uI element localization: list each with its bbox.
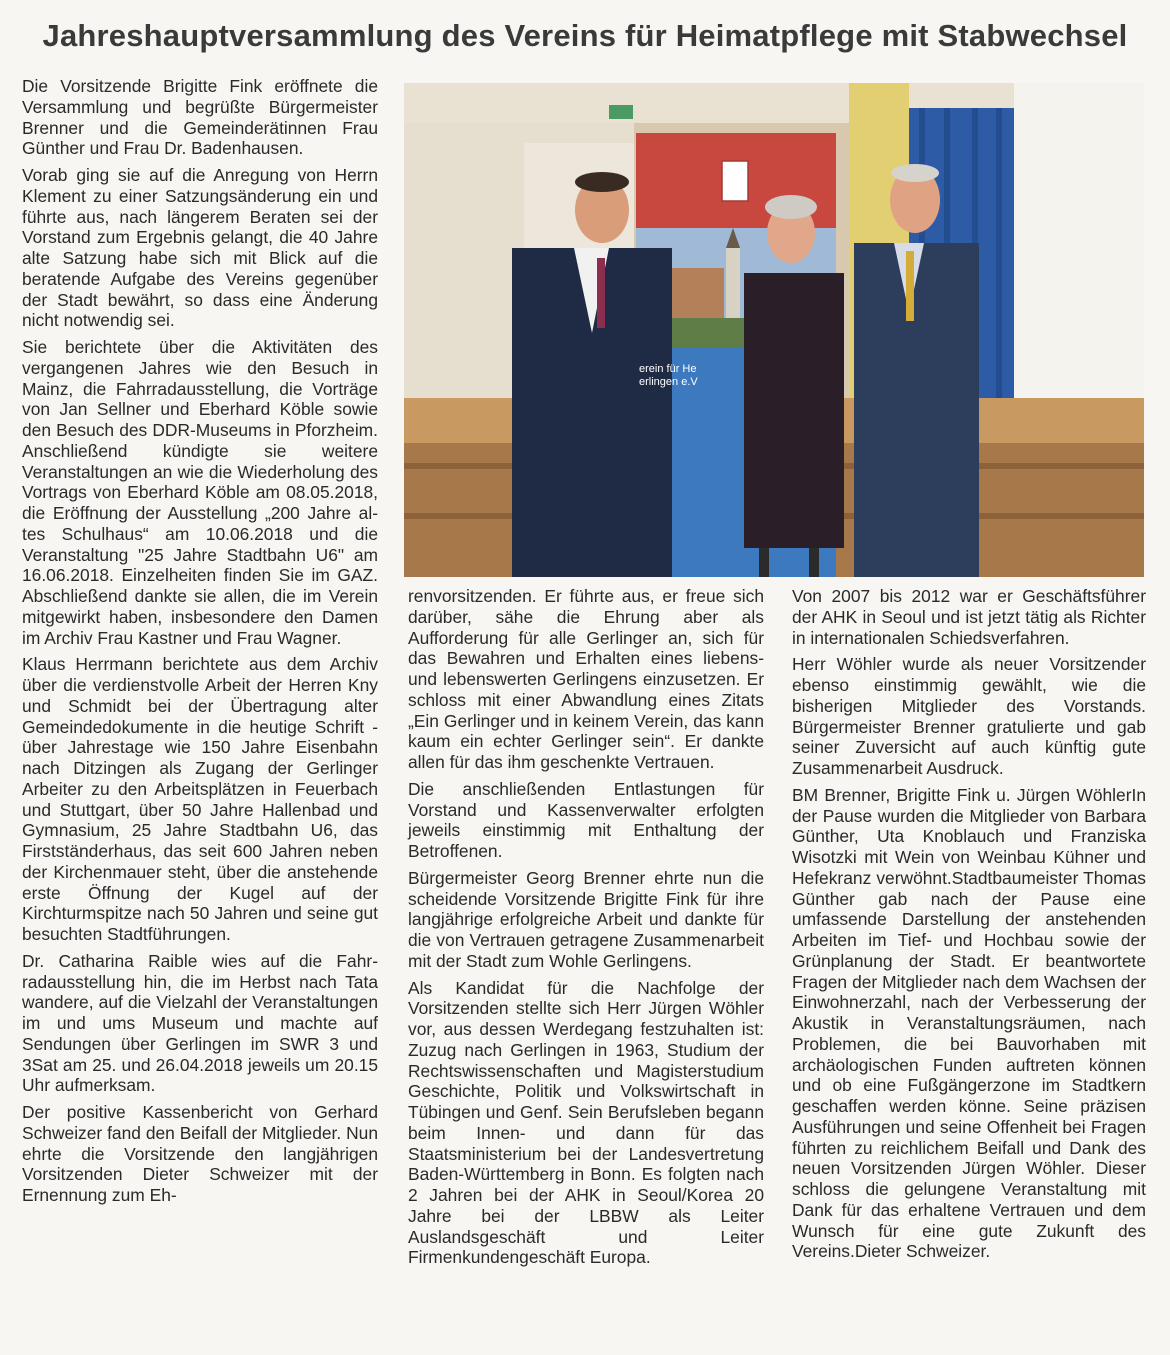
- text-column-2: [408, 586, 764, 1274]
- paragraph: Sie berichtete über die Aktivitäten des vergangenen Jahres wie den Besuch in Mainz, die Fahrradausstellung, die Vorträge von Jan Sellner und Eberhard Köble sowie den Besuch des DDR-Museums in Pforzheim. Anschließend kündigte sie weitere Veranstaltungen an wie die Wiederholung des Vortrags von Eberhard Köble am 08.05.2018, die Eröffnung der Ausstellung „200 Jahre altes Schulhaus“ am 10.06.2018 und die Veranstaltung "25 Jahre Stadtbahn U6" am 16.06.2018. Einzelheiten finden Sie im GAZ. Abschließend dankte sie allen, die im Verein mitgewirkt haben, insbesondere den Damen im Archiv Frau Kastner und Frau Wagner.: [22, 337, 378, 648]
- paragraph: Die anschließenden Entlastungen für Vorstand und Kassenverwalter erfolgten jeweils einstimmig mit Enthaltung der Betroffenen.: [408, 778, 764, 861]
- text-column-3: [792, 586, 1146, 1268]
- paragraph: BM Brenner, Brigitte Fink u. Jürgen WöhlerIn der Pause wurden die Mitglieder von Barbara Günther, Uta Knoblauch und Franziska Wisotzki mit Wein von Weinbau Kühner und Hefekranz verwöhnt.Stadtbaumeister Thomas Günther gab nach der Pause eine umfassende Darstellung der anstehenden Arbeiten im Tief- und Hochbau sowie der Grünplanung der Stadt. Er beantwortete Fragen der Mitglieder nach dem Wachsen der Einwohnerzahl, nach der Verbesserung der Akustik in Veranstaltungsräumen, nach Problemen, die bei Bauvorhaben mit archäologischen Funden auftreten können und ob eine Fußgängerzone im Stadtkern geschaffen werden könne. Seine präzisen Ausführungen und seine Offenheit bei Fragen führten zu reichlichem Beifall und Dank des neuen Vorsitzenden Jürgen Wöhler. Dieser schloss die gelungene Veranstaltung mit Dank für das erhaltene Vertrauen und dem Wunsch für eine gute Zukunft des Vereins.Dieter Schweizer.: [792, 784, 1146, 1262]
- banner-line: erlingen e.V: [639, 376, 698, 388]
- article-photo: [404, 83, 1144, 577]
- paragraph: Klaus Herrmann berichtete aus dem Archiv über die verdienstvolle Arbeit der Herren Kny und Schmidt bei der Übertragung alter Gemeindedokumente in die heutige Schrift - über Jahrestage wie 150 Jahre Eisenbahn nach Ditzingen als Zugang der Gerlinger Arbeiter zu den Arbeitsplätzen in Feuerbach und Stuttgart, über 50 Jahre Hallenbad und Gymnasium, 25 Jahre Stadtbahn U6, das Firstständerhaus, das seit 600 Jahren neben der Kirchenmauer steht, über die anstehende erste Öffnung der Kugel auf der Kirchturmspitze nach 50 Jahren und seine gut besuchten Stadtführungen.: [22, 654, 378, 944]
- banner-line: erein für He: [639, 363, 697, 375]
- article-headline: Jahreshauptversammlung des Vereins für Heimatpflege mit Stabwechsel: [42, 18, 1128, 53]
- paragraph: Von 2007 bis 2012 war er Geschäftsführer der AHK in Seoul und ist jetzt tätig als Richter in internationalen Schiedsverfahren.: [792, 586, 1146, 648]
- paragraph: Die Vorsitzende Brigitte Fink eröffnete die Versammlung und begrüßte Bürgermeister Brenner und die Gemeinderätinnen Frau Günther und Frau Dr. Badenhausen.: [22, 76, 378, 159]
- exit-sign-icon: [609, 105, 633, 119]
- paragraph: Bürgermeister Georg Brenner ehrte nun die scheidende Vorsitzende Brigitte Fink für ihre langjährige erfolgreiche Arbeit und dankte für die von Vertrauen getragene Zusammenarbeit mit der Stadt zum Wohle Gerlingens.: [408, 867, 764, 971]
- paragraph: Vorab ging sie auf die Anregung von Herrn Klement zu einer Satzungsänderung ein und führte aus, nach längerem Beraten sei der Vorstand zum Ergebnis gelangt, die 40 Jahre alte Satzung habe sich mit Blick auf die beratende Aufgabe des Vereins gegenüber der Stadt bewährt, so dass eine Änderung nicht notwendig sei.: [22, 165, 378, 331]
- banner-text: [639, 363, 698, 389]
- photo-illustration: [404, 83, 1144, 577]
- text-column-1: [22, 76, 378, 1212]
- paragraph: Dr. Catharina Raible wies auf die Fahrradausstellung hin, die im Herbst nach Tata wandere, auf die Vielzahl der Veranstaltungen im und ums Museum und machte auf Sendungen über Gerlingen im SWR 3 und 3Sat am 25. und 26.04.2018 jeweils um 20.15 Uhr aufmerksam.: [22, 950, 378, 1096]
- coat-of-arms-icon: [722, 161, 748, 201]
- paragraph: Herr Wöhler wurde als neuer Vorsitzender ebenso einstimmig gewählt, wie die bisherigen Mitglieder des Vorstands. Bürgermeister Brenner gratulierte und gab seiner Zuversicht auf auch künftig gute Zusammenarbeit Ausdruck.: [792, 654, 1146, 778]
- paragraph: Als Kandidat für die Nachfolge der Vorsitzenden stellte sich Herr Jürgen Wöhler vor, aus dessen Werdegang festzuhalten ist: Zuzug nach Gerlingen in 1963, Studium der Rechtswissenschaften und Magisterstudium Geschichte, Politik und Volkswirtschaft in Tübingen und Genf. Sein Berufsleben begann beim Innen- und dann für das Staatsministerium bei der Landesvertretung Baden-Württemberg in Bonn. Es folgten nach 2 Jahren bei der AHK in Seoul/Korea 20 Jahre bei der LBBW als Leiter Auslandsgeschäft und Leiter Firmenkundengeschäft Europa.: [408, 977, 764, 1268]
- paragraph: Der positive Kassenbericht von Gerhard Schweizer fand den Beifall der Mitglieder. Nun ehrte die Vorsitzende den langjährigen Vorsitzenden Dieter Schweizer mit der Ernennung zum Eh-: [22, 1102, 378, 1205]
- paragraph: renvorsitzenden. Er führte aus, er freue sich darüber, sähe die Ehrung aber als Aufforderung für alle Gerlinger an, sich für das Bewahren und Erhalten eines liebens- und lebenswerten Gerlingens einzusetzen. Er schloss mit einer Abwandlung eines Zitats „Ein Gerlinger und in keinem Verein, das kann kaum ein echter Gerlinger sein“. Er dankte allen für das ihm geschenkte Vertrauen.: [408, 586, 764, 772]
- person-right: [854, 243, 979, 577]
- person-middle: [744, 273, 844, 548]
